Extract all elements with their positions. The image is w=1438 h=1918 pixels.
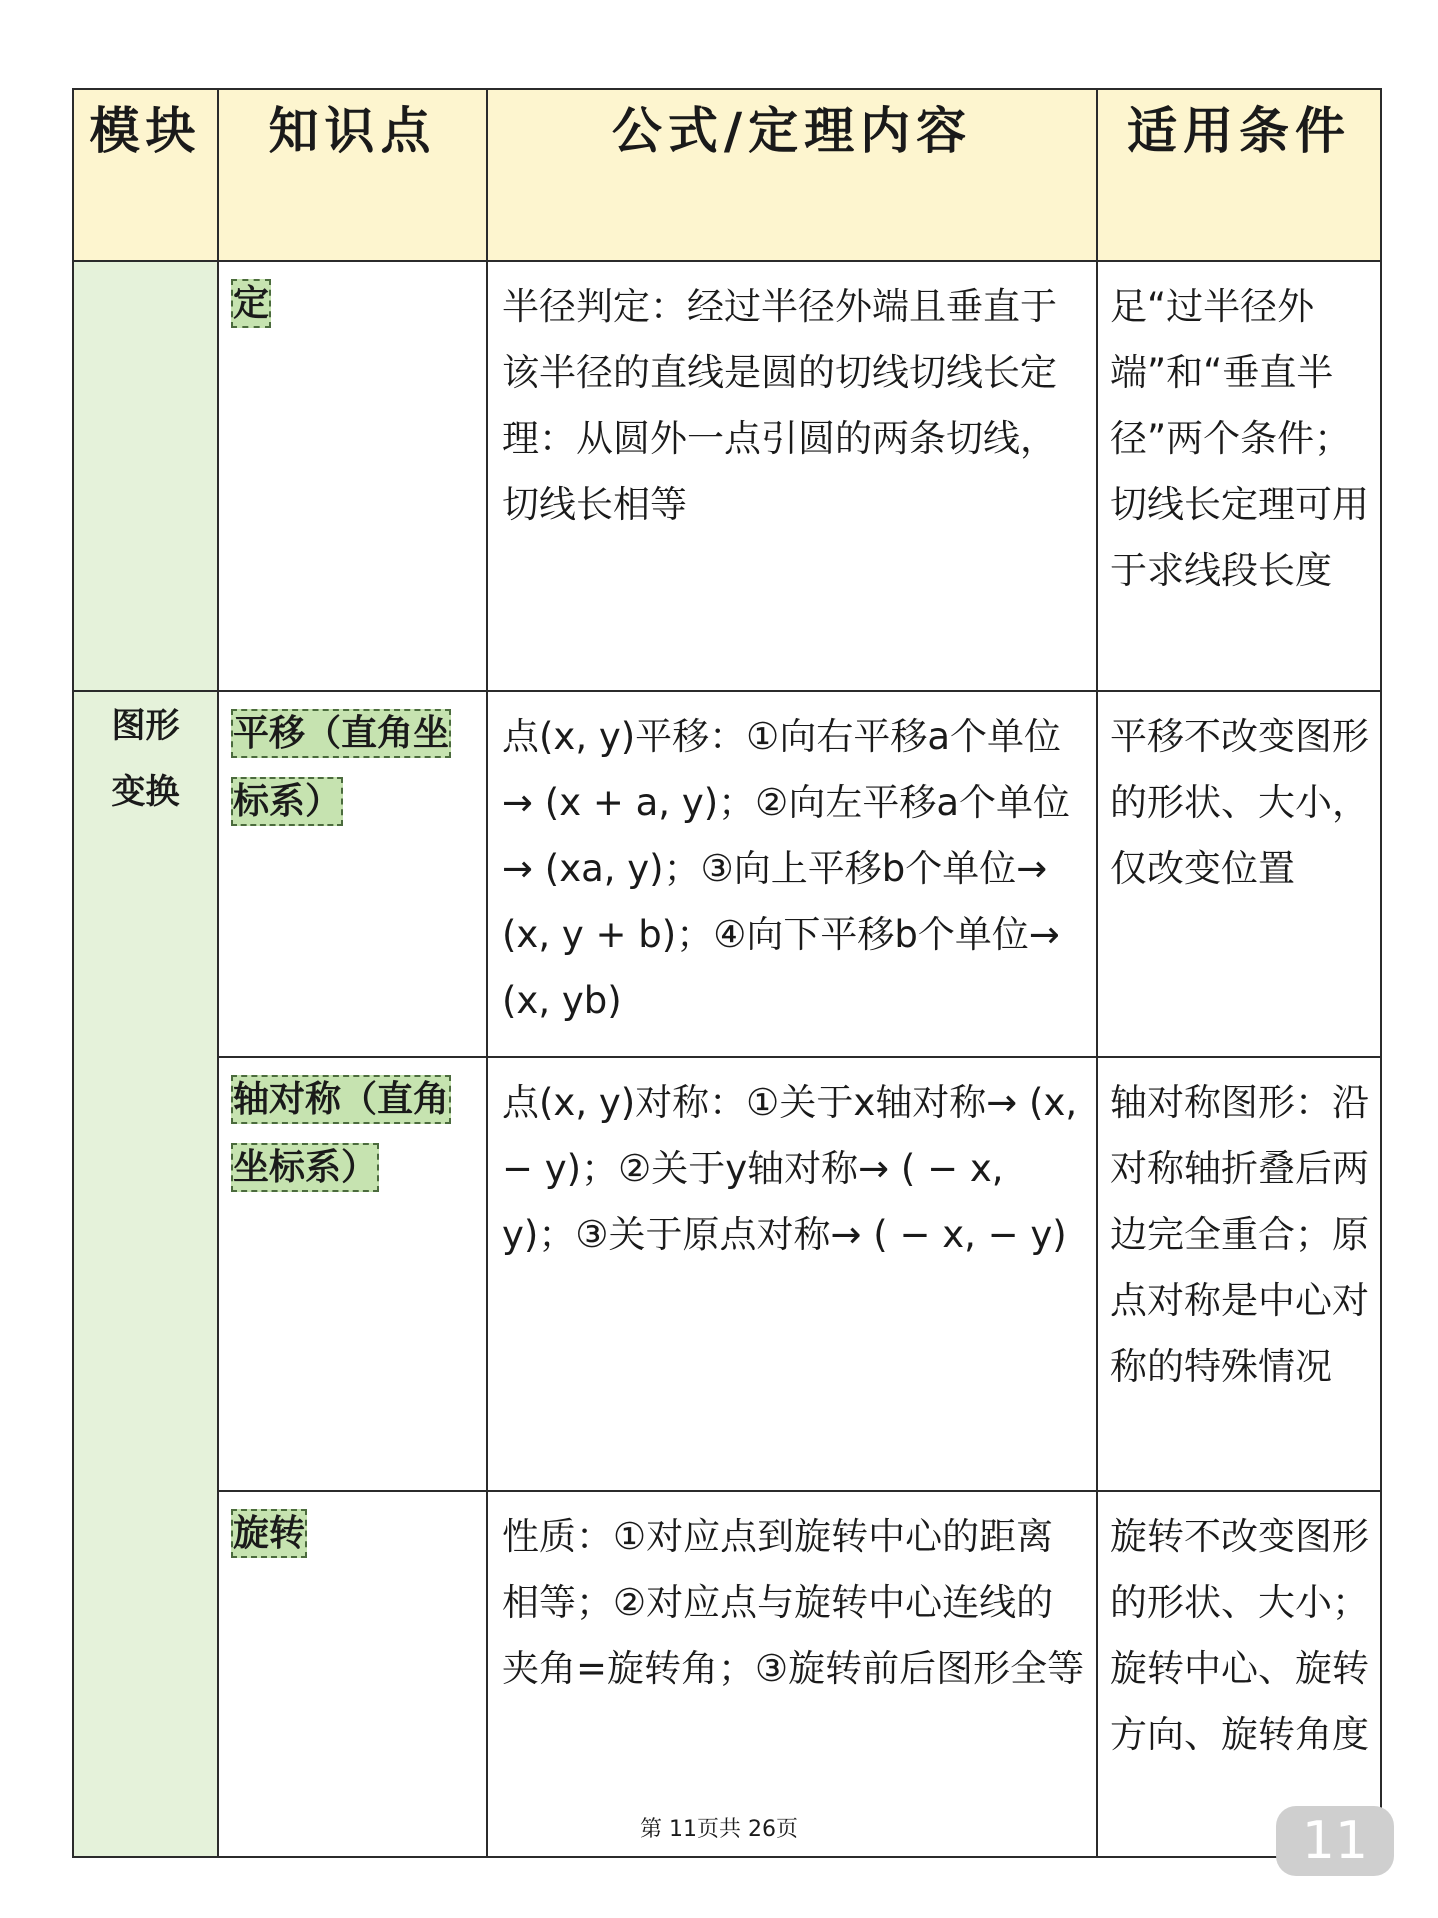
table-row (73, 691, 1381, 1057)
table-row (73, 1057, 1381, 1491)
module-cell (73, 691, 218, 1857)
header-module: 模块 (73, 89, 218, 261)
knowledge-table (72, 88, 1382, 1858)
knowledge-cell (218, 261, 487, 691)
module-cell-empty (73, 261, 218, 691)
header-formula: 公式/定理内容 (487, 89, 1097, 261)
table-row (73, 1491, 1381, 1857)
page-footer: 第 11页共 26页 (640, 1817, 798, 1842)
knowledge-cell (218, 1491, 487, 1857)
condition-cell: 轴对称图形：沿对称轴折叠后两边完全重合；原点对称是中心对称的特殊情况 (1097, 1057, 1381, 1491)
formula-cell: 点(x, y)平移：①向右平移a个单位→ (x + a, y)；②向左平移a个单位→ (xa, y)；③向上平移b个单位→ (x, y + b)；④向下平移b个单位→ (x, yb) (487, 691, 1097, 1057)
header-knowledge: 知识点 (218, 89, 487, 261)
page-number-badge: 11 (1276, 1806, 1394, 1876)
condition-cell: 平移不改变图形的形状、大小，仅改变位置 (1097, 691, 1381, 1057)
formula-cell: 点(x, y)对称：①关于x轴对称→ (x, − y)；②关于y轴对称→ ( − x, y)；③关于原点对称→ ( − x, − y) (487, 1057, 1097, 1491)
module-label: 图形变换 (111, 706, 180, 812)
knowledge-highlight: 旋转 (231, 1509, 307, 1558)
formula-cell: 半径判定：经过半径外端且垂直于该半径的直线是圆的切线切线长定理：从圆外一点引圆的两条切线，切线长相等 (487, 261, 1097, 691)
knowledge-highlight: 平移（直角坐标系） (231, 709, 451, 826)
knowledge-cell (218, 691, 487, 1057)
knowledge-highlight: 定 (231, 279, 271, 328)
formula-cell: 性质：①对应点到旋转中心的距离相等；②对应点与旋转中心连线的夹角=旋转角；③旋转前后图形全等 (487, 1491, 1097, 1857)
condition-cell: 旋转不改变图形的形状、大小；旋转中心、旋转方向、旋转角度 (1097, 1491, 1381, 1857)
condition-cell: 足“过半径外端”和“垂直半径”两个条件；切线长定理可用于求线段长度 (1097, 261, 1381, 691)
header-row (73, 89, 1381, 261)
table-row (73, 261, 1381, 691)
header-condition: 适用条件 (1097, 89, 1381, 261)
knowledge-highlight: 轴对称（直角坐标系） (231, 1075, 451, 1192)
knowledge-cell (218, 1057, 487, 1491)
